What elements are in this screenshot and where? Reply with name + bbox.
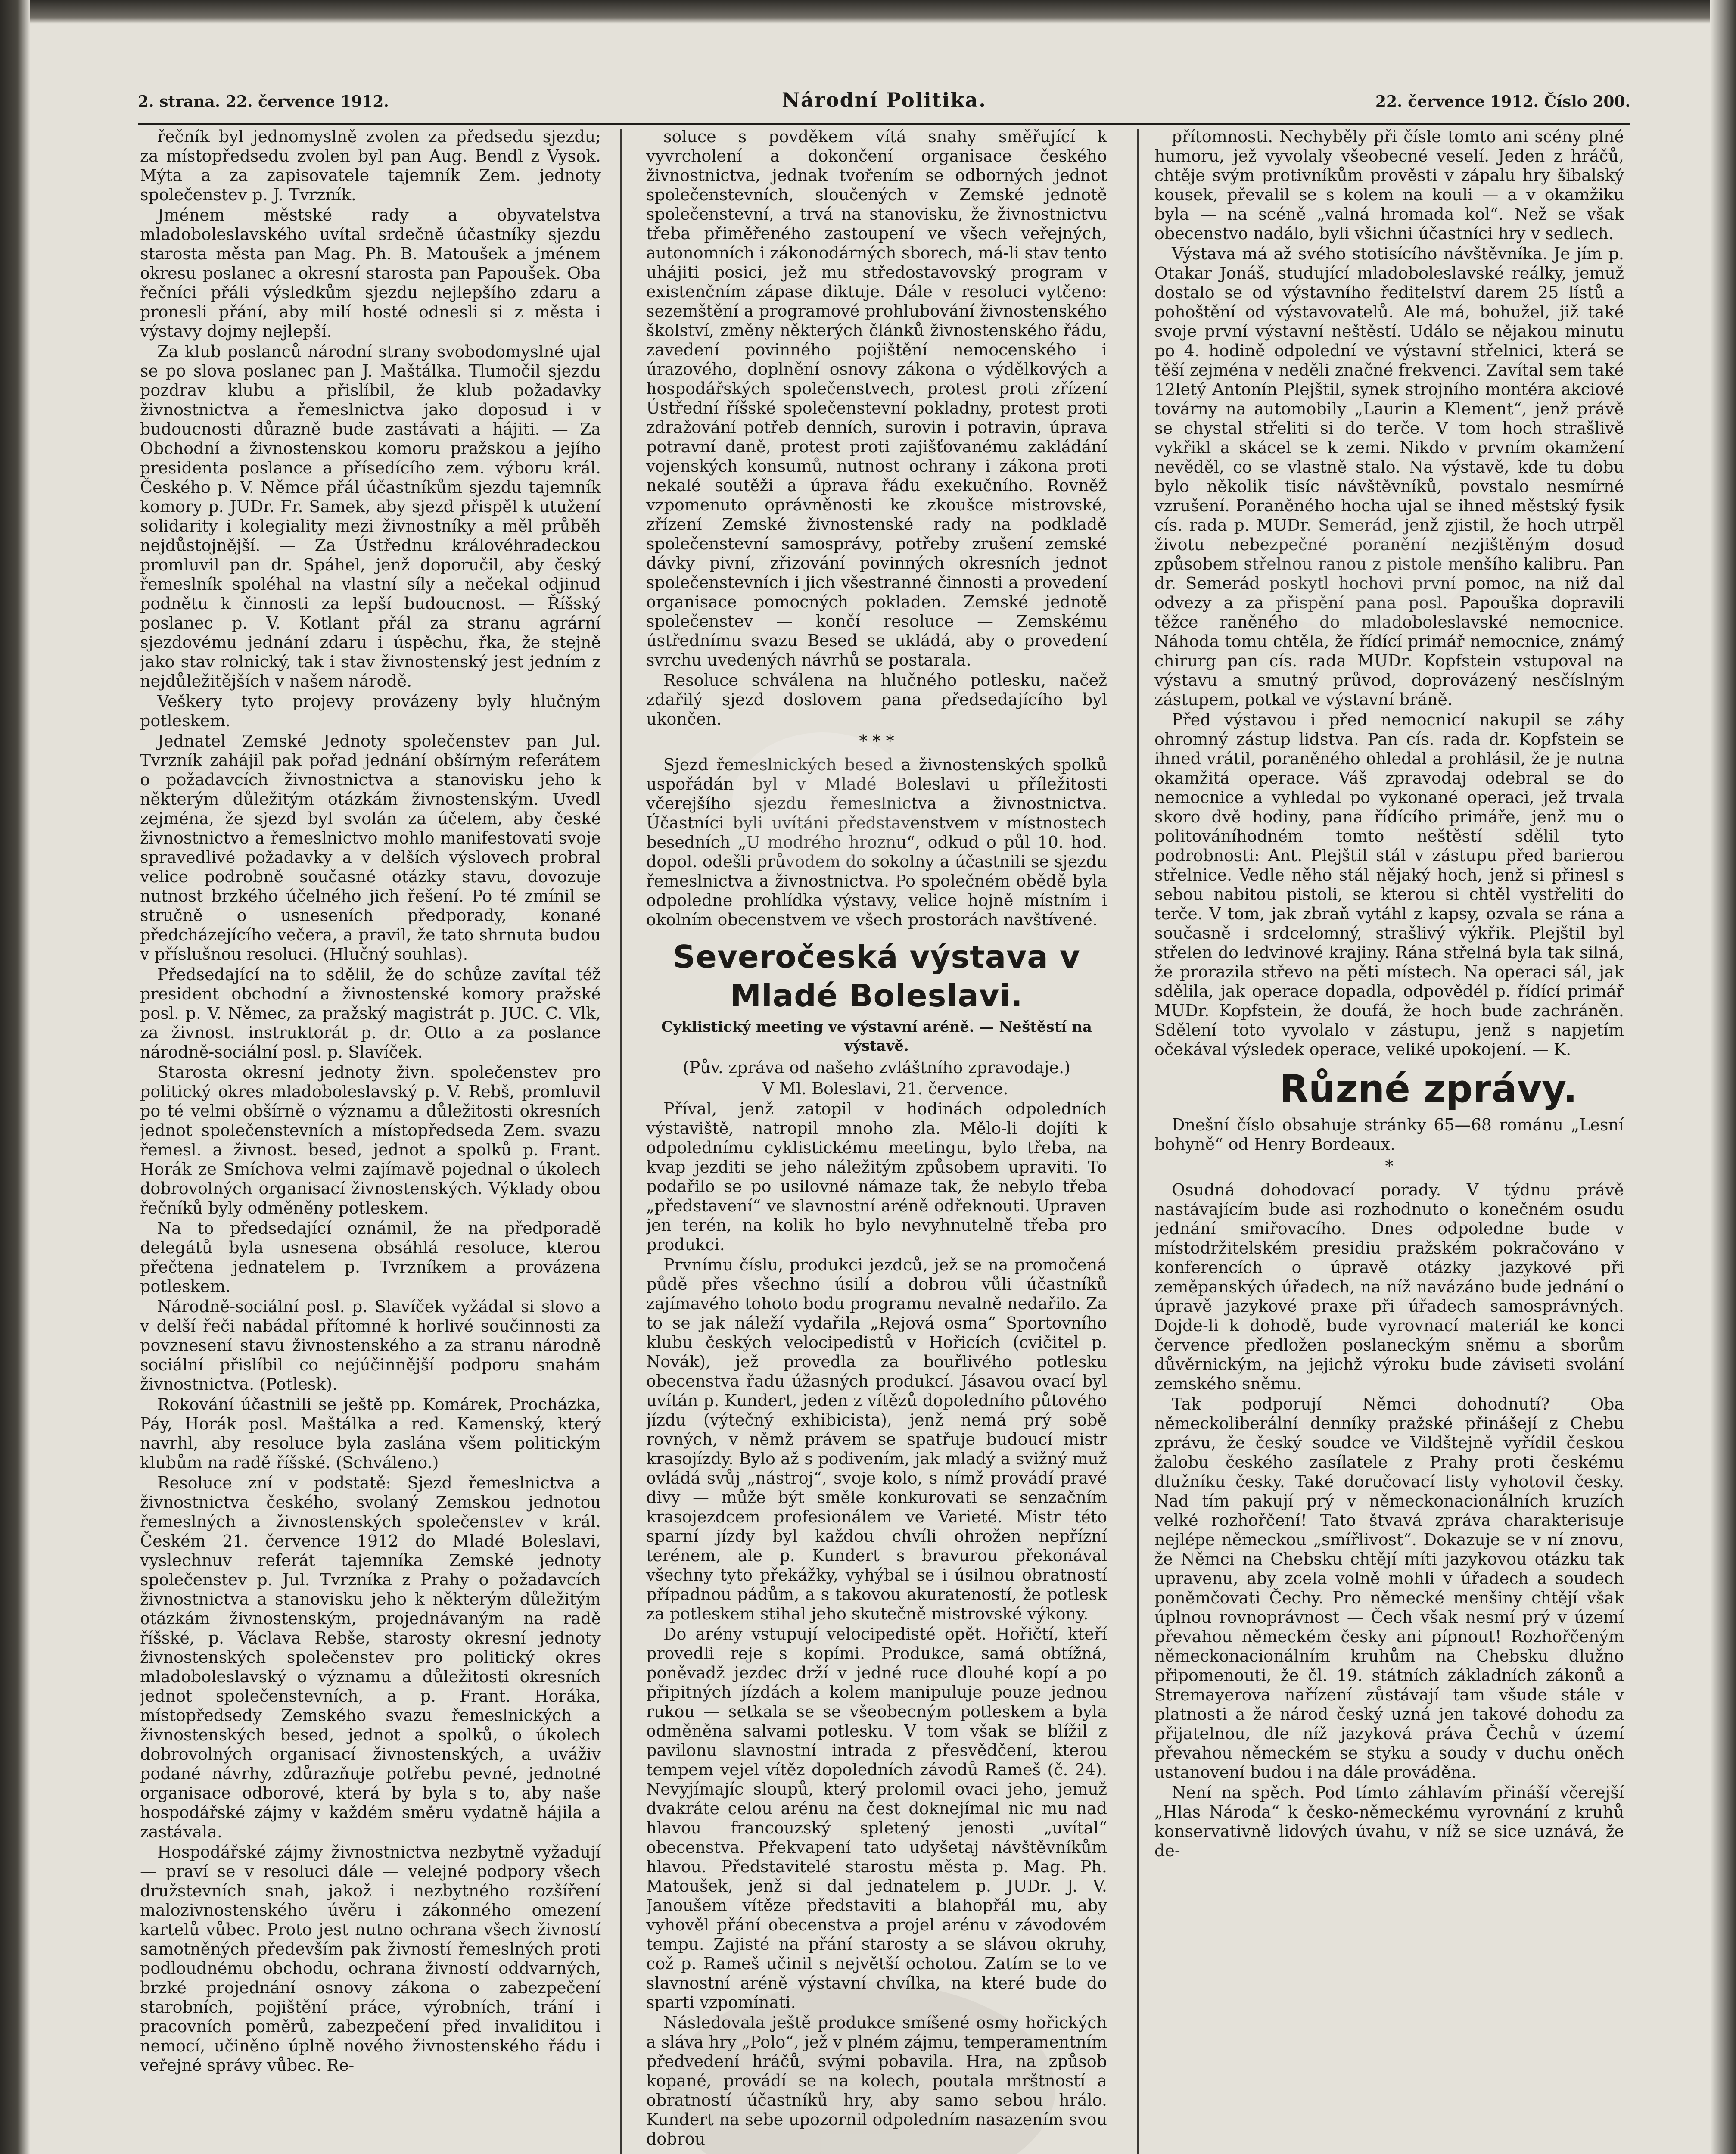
paragraph: Dnešní číslo obsahuje stránky 65—68 románu „Lesní bohyně“ od Henry Bordeaux.: [1154, 1115, 1624, 1154]
paragraph: Prvnímu číslu, produkci jezdců, jež se na promočená půdě přes všechno úsilí a dobrou vůli účastníků zajímavého tohoto bodu programu nevalně nedařilo. Za to se jak náleží vydařila „Rejová osma“ Sportovního klubu českých velocipedistů v Hořicích (cvičitel p. Novák), jež provedla za bouřlivého potlesku obecenstva řadu úžasných produkcí. Jásavou ovací byl uvítán p. Kundert, jeden z vítězů dopoledního půtového jízdu (výtečný exhibicista), jenž nemá prý sobě rovných, v němž právem se spatřuje budoucí mistr krasojízdy. Bylo až s podivením, jak mladý a svižný muž ovládá svůj „nástroj“, svoje kolo, s nímž provádí pravé divy — může být směle konkurovati se senzačním krasojezdcem profesionálem ve Varieté. Mistr této sparní jízdy byl každou chvíli ohrožen nepřízní terénem, ale p. Kundert s bravurou překonával všechny tyto překážky, vyhýbal se i úsilnou obratností případnou pádům, a s takovou akurateností, že potlesk za potleskem stihal jeho skutečně mistrovské výkony.: [646, 1255, 1107, 1623]
article-source-note: (Pův. zpráva od našeho zvláštního zpravodaje.): [683, 1058, 1070, 1077]
paragraph: Národně-sociální posl. p. Slavíček vyžádal si slovo a v delší řeči nabádal přítomné k horlivé součinnosti za povznesení stavu živnostenského a za stranu národně sociální přislíbil co nejúčinnější podporu snahám živnostnictva. (Potlesk).: [140, 1297, 601, 1394]
header-rule: [138, 123, 1630, 125]
paragraph: Resoluce schválena na hlučného potlesku, načež zdařilý sjezd doslovem pana předsedajícího byl ukončen.: [646, 671, 1107, 728]
paragraph: Sjezd řemeslnických besed a živnostenských spolků uspořádán byl v Mladé Boleslavi u příležitosti včerejšího sjezdu řemeslnictva a živnostnictva. Účastníci byli uvítáni představenstvem v místnostech besedních „U modrého hroznu“, odkud o půl 10. hod. dopol. odešli průvodem do sokolny a účastnili se sjezdu řemeslnictva a živnostnictva. Po společném obědě byla odpoledne prohlídka výstavy, velice hojně místním i okolním obecenstvem ve všech prostorách navštívené.: [646, 755, 1107, 929]
column-2: [646, 127, 1107, 2154]
paragraph: Výstava má až svého stotisícího návštěvníka. Je jím p. Otakar Jonáš, studující mladoboleslavské reálky, jemuž dostalo se od výstavního ředitelství darem 25 lístů a pohoštění od výstavovatelů. Ale má, bohužel, již také svoje první výstavní neštěstí. Událo se nějakou minutu po 4. hodině odpolední ve výstavní střelnici, která se těší zejména v neděli značné frekvenci. Zavítal sem také 12letý Antonín Plejštil, synek strojního montéra akciové továrny na automobily „Laurin a Klement“, jenž právě se chystal střeliti si do terče. V tom hoch strašlivě vykřikl a skácel se k zemi. Nikdo v prvním okamžení nevěděl, co se vlastně stalo. Na výstavě, kde tu dobu bylo několik tisíc návštěvníků, povstalo nesmírné vzrušení. Poraněného hocha ujal se ihned městský fysik cís. rada p. MUDr. Semerád, jenž zjistil, že hoch utrpěl životu nebezpečné poranění nezjištěným dosud způsobem střelnou ranou z pistole menšího kalibru. Pan dr. Semerád poskytl hochovi první pomoc, na niž dal odvezy a za přispění pana posl. Papouška dopravili těžce raněného do mladoboleslavské nemocnice. Náhoda tomu chtěla, že řídící primář nemocnice, známý chirurg pan cís. rada MUDr. Kopfstein vstupoval na výstavu a smutný průvod, doprovázený nesčíslným zástupem, potkal ve výstavní bráně.: [1154, 244, 1624, 709]
paragraph: Předsedající na to sdělil, že do schůze zavítal též president obchodní a živnostenské komory pražské posl. p. V. Němec, za pražský magistrát p. JUC. C. Vlk, za živnost. instruktorát p. dr. Otto a za poslance národně-sociální posl. p. Slavíček.: [140, 965, 601, 1061]
column-divider: [620, 129, 622, 2154]
paragraph: řečník byl jednomyslně zvolen za předsedu sjezdu; za místopředsedu zvolen byl pan Aug. Bendl z Vysok. Mýta a za zapisovatele tajemník Zem. jednoty společenstev p. J. Tvrzník.: [140, 127, 601, 204]
paragraph: Veškery tyto projevy provázeny byly hlučným potleskem.: [140, 692, 601, 730]
paragraph: soluce s povděkem vítá snahy směřující k vyvrcholení a dokončení organisace českého živnostnictva, jednak tvořením se odborných jednot společenstevních, sloučených v Zemské jednotě společenstevní, a trvá na stanovisku, že živnostnictvu třeba přiměřeného zastoupení ve všech veřejných, autonomních i zákonodárných sborech, má-li stav tento uhájiti posici, jež mu středostavovský program v existenčním zápase diktuje. Dále v resoluci vytčeno: sezemštění a programové prohlubování živnostenského školství, změny některých článků živnostenského řádu, zavedení povinného pojištění nemocenského i úrazového, doplnění osnovy zákona o výdělkových a hospodářských společenstvech, protest proti zřízení Ústřední říšské společenstevní pokladny, protest proti zdražování potřeb denních, surovin i potravin, úprava potravní daně, protest proti zajišťovanému zakládání vojenských konsumů, nutnost ochrany i zákona proti nekalé soutěži a úprava řádu exekučního. Rovněž vzpomenuto oprávněnosti ke zkoušce mistrovské, zřízení Zemské živnostenské rady na podkladě společenstevní samosprávy, potřeby zrušení zemské dávky pivní, zřizování povinných okresních jednot společenstevních i jich všestranné činnosti a provedení organisace pomocných pokladen. Zemské jednotě společenstev — končí resoluce — Zemskému ústřednímu svazu Besed se ukládá, aby o provedení svrchu uvedených návrhů se postarala.: [646, 127, 1107, 669]
paragraph: přítomnosti. Nechyběly při čísle tomto ani scény plné humoru, jež vyvolaly všeobecné veselí. Jeden z hráčů, chtěje svým protivníkům prověsti v zápalu hry šibalský kousek, převalil se s kolem na kouli — a v okamžiku byla — na scéně „valná hromada kol“. Než se však obecenstvo nadálo, byli všichni účastníci hry v sedlech.: [1154, 127, 1624, 243]
paragraph: Následovala ještě produkce smíšené osmy hořických a sláva hry „Polo“, jež v plném zájmu, temperamentním předvedení hráčů, svými pobavila. Hra, na způsob kopané, provádí se na kolech, poutala mrštností a obratností účastníků hry, aby samo sebou hrálo. Kundert na sebe upozornil odpoledním nasazením svou dobrou: [646, 2013, 1107, 2148]
paragraph: Není na spěch. Pod tímto záhlavím přináší včerejší „Hlas Národa“ k česko-německému vyrovnání z kruhů konservativně lidových úvahu, v níž se sice uznává, že de-: [1154, 1783, 1624, 1860]
header-left: 2. strana. 22. července 1912.: [138, 93, 389, 111]
article-headline: Severočeská výstava v Mladé Boleslavi.: [673, 939, 1080, 1014]
article-subheadline: Cyklistický meeting ve výstavní aréně. — Neštěstí na výstavě.: [661, 1018, 1092, 1055]
paragraph: Osudná dohodovací porady. V týdnu právě nastávajícím bude asi rozhodnuto o konečném osudu jednání smiřovacího. Dnes odpoledne bude v místodržitelském presidiu pražském pokračováno v konferencích o úpravě otázky jazykové při zeměpanských úřadech, na níž navázáno bude jednání o úpravě jazykové praxe při úřadech samosprávných. Dojde-li k dohodě, bude vyrovnací materiál ke konci července předložen poslaneckým sněmu a sborům důvěrnickým, na jejichž výroku bude záviseti svolání zemského sněmu.: [1154, 1180, 1624, 1393]
paragraph: Jednatel Zemské Jednoty společenstev pan Jul. Tvrzník zahájil pak pořad jednání obšírným referátem o požadavcích živnostnictva a stanovisku jeho k některým důležitým otázkám živnostenským. Uvedl zejména, že sjezd byl svolán za účelem, aby české živnostnictvo a řemeslnictvo mohlo manifestovati svoje spravedlivé požadavky a v delších výslovech probral velice podrobně současné otázky stavu, dovozuje nutnost brzkého účelného jich řešení. Po té zmínil se stručně o usneseních předporady, konané předcházejícího večera, a pravil, že tato shrnuta budou v příslušnou resoluci. (Hlučný souhlas).: [140, 731, 601, 964]
column-1: [140, 127, 601, 2154]
paragraph: Před výstavou i před nemocnicí nakupil se záhy ohromný zástup lidstva. Pan cís. rada dr. Kopfstein se ihned vrátil, poraněného ohledal a prohlásil, že je nutna okamžitá operace. Váš zpravodaj odebral se do nemocnice a vyhledal po vykonané operaci, jež trvala skoro dvě hodiny, pana řídícího primáře, jenž mu o politováníhodném tomto neštěstí sdělil tyto podrobnosti: Ant. Plejštil stál v zástupu před barierou střelnice. Vedle něho stál nějaký hoch, jenž si přinesl s sebou nabitou pistoli, se kterou si chtěl vystřeliti do terče. V tom, jak zbraň vytáhl z kapsy, ozvala se rána a současně i srdcelomný, strašlivý výkřik. Plejštil byl střelen do ledvinové krajiny. Rána střelná byla tak silná, že prorazila střevo na pěti místech. Na operaci sál, jak sdělila, jak operace dopadla, odpovědél p. řídící primář MUDr. Kopfstein, že doufá, že hoch bude zachráněn. Sdělení toto vyvolalo v zástupu, jenž s napjetím očekával výsledek operace, veliké upokojení. — K.: [1154, 710, 1624, 1059]
masthead: Národní Politika.: [781, 88, 987, 112]
dateline: V Ml. Boleslavi, 21. července.: [762, 1079, 1008, 1098]
section-separator: * * *: [859, 731, 894, 750]
paragraph: Resoluce zní v podstatě: Sjezd řemeslnictva a živnostnictva českého, svolaný Zemskou jednotou řemeslných a živnostenských společenstev v král. Českém 21. července 1912 do Mladé Boleslavi, vyslechnuv referát tajemníka Zemské jednoty společenstev p. Jul. Tvrzníka z Prahy o požadavcích živnostnictva a stanovisku jeho k některým důležitým otázkám živnostenským, projednávaným na radě říšské, p. Václava Rebše, starosty okresní jednoty živnostenských společenstev pro politický okres mladoboleslavský o významu a důležitosti okresních jednot společenstevních, a p. Frant. Horáka, místopředsedy Zemského svazu řemeslnických a živnostenských besed, jednot a spolků, o úkolech dobrovolných organisací živnostenských, a uváživ podané návrhy, zdůrazňuje potřebu pevné, jednotné organisace odborové, která by byla s to, aby naše hospodářské zájmy v každém směru vydatně hájila a zastávala.: [140, 1473, 601, 1841]
paragraph: Do arény vstupují velocipedisté opět. Hořičtí, kteří provedli reje s kopími. Produkce, samá obtížná, poněvadž jezdec drží v jedné ruce dlouhé kopí a po připitných jízdách a kolem manipuluje pouze jednou rukou — setkala se se všeobecným potleskem a byla odměněna salvami potlesku. V tom však se blížil z pavilonu slavnostní intrada z přesvědčení, kterou tempem vejel vítěz dopoledních závodů Rameš (č. 24). Nevyjímajíc sloupů, který prolomil ovaci jeho, jemuž dvakráte celou arénu na čest doknejímal nic mu nad hlavou francouzský spletený jenosti „uvítal“ obecenstva. Překvapení tato udyšetaj návštěvníkům hlavou. Představitelé starostu města p. Mag. Ph. Matoušek, jenž si dal jednatelem p. JUDr. J. V. Janoušem vítěze představiti a blahopřál mu, aby vyhověl přání obecenstva a projel arénu v závodovém tempu. Zajisté na přání starosty a se slávou okruhy, což p. Rameš učinil s největší ochotou. Zatím se to ve slavnostní aréně výstavní chvílka, na které bude do sparti vzpomínati.: [646, 1625, 1107, 2012]
paragraph: Na to předsedající oznámil, že na předporadě delegátů byla usnesena obsáhlá resoluce, kterou přečtena jednatelem p. Tvrzníkem a provázena potleskem.: [140, 1219, 601, 1296]
section-headline: Různé zprávy.: [1279, 1067, 1577, 1111]
section-separator: *: [1385, 1157, 1394, 1176]
paragraph: Příval, jenž zatopil v hodinách odpoledních výstaviště, natropil mnoho zla. Mělo-li dojíti k odpolednímu cyklistickému meetingu, bylo třeba, na kvap jezditi se jeho náležitým způsobem upraviti. To podařilo se po usilovné námaze tak, že nebylo třeba „představení“ ve slavnostní aréně odřeknouti. Upraven jen terén, na kolik ho bylo nevyhnutelně třeba pro produkci.: [646, 1099, 1107, 1254]
page-header: [138, 88, 1630, 114]
column-divider: [1137, 129, 1139, 2154]
paragraph: Za klub poslanců národní strany svobodomyslné ujal se po slova poslanec pan J. Maštálka. Tlumočil sjezdu pozdrav klubu a přislíbil, že klub požadavky živnostnictva a řemeslnictva jako doposud i v budoucnosti důrazně bude zastávati a hájiti. — Za Obchodní a živnostenskou komoru pražskou a jejího presidenta poslance a přísedícího zem. výboru král. Českého p. V. Němce přál účastníkům sjezdu tajemník komory p. JUDr. Fr. Samek, aby sjezd přispěl k utužení solidarity i kolegiality mezi živnostníky a měl průběh nejdůstojnější. — Za Ústřednu královéhradeckou promluvil pan dr. Spáhel, jenž doporučil, aby český řemeslník spoléhal na vlastní síly a nečekal odjinud podnětu k činnosti za lepší budoucnost. — Říšský poslanec p. V. Kotlant přál za stranu agrární sjezdovému jednání zdaru i úspěchu, řka, že stejně jako stav rolnický, tak i stav živnostenský jest jedním z nejdůležitějších v našem národě.: [140, 342, 601, 691]
paragraph: Rokování účastnili se ještě pp. Komárek, Procházka, Páy, Horák posl. Maštálka a red. Kamenský, který navrhl, aby resoluce byla zaslána všem politickým klubům na radě říšské. (Schváleno.): [140, 1395, 601, 1472]
column-3: [1154, 127, 1624, 2154]
paragraph: Hospodářské zájmy živnostnictva nezbytně vyžadují — praví se v resoluci dále — velejné podpory všech družstevních snah, jakož i nezbytného rozšíření malozivnostenského úvěru i zákonného omezení kartelů vůbec. Proto jest nutno ochrana všech živností samotněných především pak živností řemeslných proti podloudnému obchodu, ochrana živností oddvarných, brzké projednání osnovy zákona o zabezpečení starobních, pojištění práce, výrobních, trání i pracovních poměrů, zabezpečení před invaliditou i nemocí, učiněno úplně nového živnostenského řádu i veřejné správy vůbec. Re-: [140, 1843, 601, 2075]
paragraph: Starosta okresní jednoty živn. společenstev pro politický okres mladoboleslavský p. V. Rebš, promluvil po té velmi obšírně o významu a důležitosti okresních jednot společenstevních a místopředseda Zem. svazu řemesl. a živnost. besed, jednot a spolků p. Frant. Horák ze Smíchova velmi zajímavě pojednal o úkolech dobrovolných organisací živnostenských. Výklady obou řečníků byly odměněny potleskem.: [140, 1063, 601, 1217]
paragraph: Jménem městské rady a obyvatelstva mladoboleslavského uvítal srdečně účastníky sjezdu starosta města pan Mag. Ph. B. Matoušek a jménem okresu poslanec a okresní starosta pan Papoušek. Oba řečníci přáli výsledkům sjezdu nejlepšího zdaru a pronesli přání, aby milí hosté odnesli si z města i výstavy dojmy nejlepší.: [140, 205, 601, 341]
paragraph: Tak podporují Němci dohodnutí? Oba německoliberální denníky pražské přinášejí z Chebu zprávu, že český soudce ve Vildštejně vyřídil českou žalobu českého zasílatele z Prahy proti českému dlužníku česky. Také doručovací listy vyhotovil česky. Nad tím pakují prý v německonacionálních kruzích velké rozhořčení! Tato štvavá zpráva charakterisuje nejlépe německou „smířlivost“. Dokazuje se v ní znovu, že Němci na Chebsku chtějí míti jazykovou otázku tak upravenu, aby zcela volně mohli v úřadech a soudech poněmčovati Čechy. Pro německé menšiny chtějí však úplnou rovnoprávnost — Čech však nesmí prý v území převahou německém česky ani pípnout! Rozhořčeným německonacionálním kruhům na Chebsku dlužno připomenouti, že čl. 19. státních základních zákonů a Stremayerova nařízení zůstávají tam všude stále v platnosti a že národ český uzná jen takové dohodu za přijatelnou, dle níž jazyková práva Čechů v území převahou německém se styku a soudy v duchu oněch ustanovení budou i na dále prováděna.: [1154, 1394, 1624, 1782]
header-right: 22. července 1912. Číslo 200.: [1375, 93, 1630, 111]
